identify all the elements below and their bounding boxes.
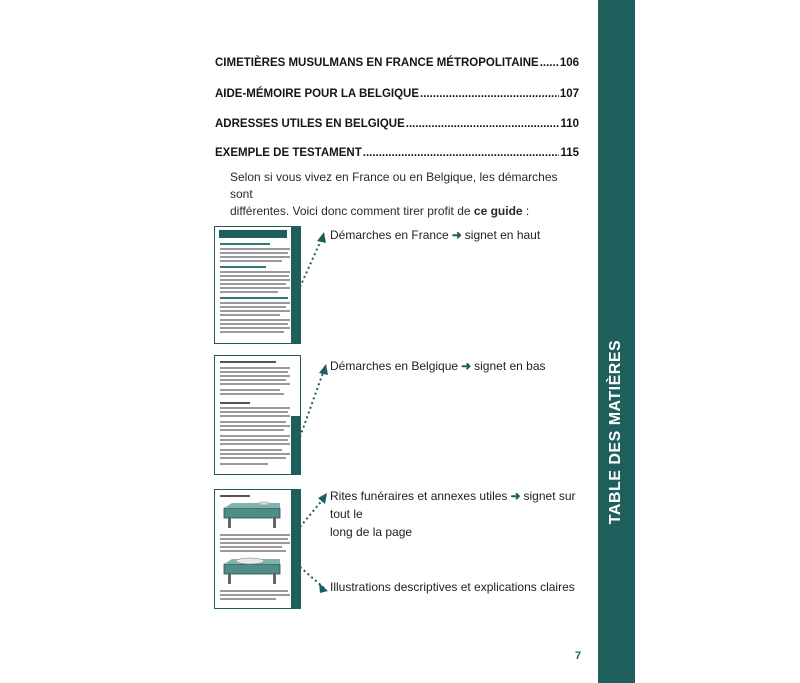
toc-entry-page: 110 [560, 118, 579, 130]
callout-text: Rites funéraires et annexes utiles [330, 489, 508, 503]
connector-arrowhead-icon [319, 583, 328, 593]
callout-text: signet sur tout le [330, 489, 576, 521]
right-arrow-icon: ➜ [510, 489, 521, 503]
intro-end: : [522, 204, 530, 218]
toc-entry-page: 106 [559, 57, 579, 69]
callout-text: Démarches en Belgique [330, 359, 459, 373]
intro-line-1: Selon si vous vivez en France ou en Belgique, les démarches sont [230, 170, 558, 201]
callout-text: signet en bas [474, 359, 546, 373]
toc-entry-label: ADRESSES UTILES EN BELGIQUE [215, 118, 405, 130]
callout-text: long de la page [330, 525, 413, 539]
callout-rites [330, 487, 590, 541]
callout-text: Illustrations descriptives et explications claires [330, 580, 575, 594]
toc-entry-page: 115 [560, 147, 579, 159]
callout-france [330, 226, 540, 244]
intro-line-2: différentes. Voici donc comment tirer profit de [230, 204, 471, 218]
callout-text: Démarches en France [330, 228, 449, 242]
callout-text: signet en haut [464, 228, 541, 242]
toc-entry-page: 107 [559, 88, 579, 100]
toc-entry-label: EXEMPLE DE TESTAMENT [215, 147, 362, 159]
toc-entry-label: AIDE-MÉMOIRE POUR LA BELGIQUE [215, 88, 420, 100]
toc-entry-label: CIMETIÈRES MUSULMANS EN FRANCE MÉTROPOLITAINE [215, 57, 539, 69]
callout-belgique [330, 357, 546, 375]
section-title: TABLE DES MATIÈRES [607, 339, 624, 525]
right-arrow-icon: ➜ [461, 359, 472, 373]
callout-illustrations [330, 578, 575, 596]
intro-guide-bold: ce guide [473, 204, 523, 218]
connector-arrowhead-icon [319, 364, 328, 375]
connector-arrowhead-icon [317, 232, 326, 243]
page-number: 7 [575, 650, 582, 662]
right-arrow-icon: ➜ [451, 228, 462, 242]
